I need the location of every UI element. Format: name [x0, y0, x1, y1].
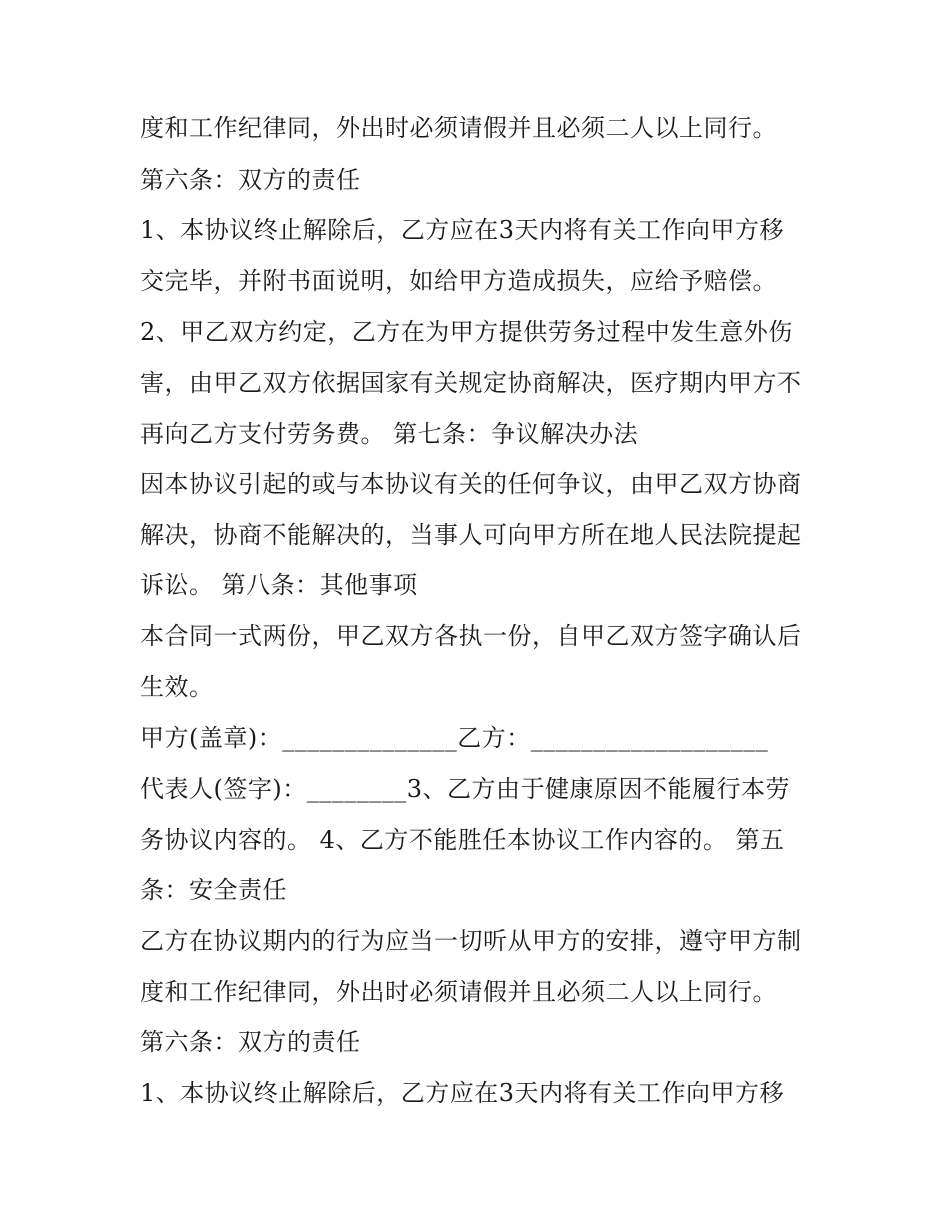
section-heading: 条：安全责任 [140, 876, 287, 904]
text-line: 生效。 [140, 673, 214, 701]
text-line: 再向乙方支付劳务费。 第七条：争议解决办法 [140, 420, 639, 448]
text-line: 因本协议引起的或与本协议有关的任何争议，由甲乙双方协商 [140, 470, 802, 498]
text-line: 1、本协议终止解除后，乙方应在3天内将有关工作向甲方移 [140, 216, 785, 244]
text-line: 1、本协议终止解除后，乙方应在3天内将有关工作向甲方移 [140, 1079, 785, 1107]
signature-line-party-a: 甲方(盖章)：______________乙方：___________________ [140, 724, 769, 752]
text-line: 诉讼。 第八条：其他事项 [140, 571, 418, 599]
text-line: 乙方在协议期内的行为应当一切听从甲方的安排，遵守甲方制 [140, 927, 802, 955]
text-line: 2、甲乙双方约定，乙方在为甲方提供劳务过程中发生意外伤 [140, 318, 793, 346]
text-line: 度和工作纪律同，外出时必须请假并且必须二人以上同行。 [140, 978, 777, 1006]
text-line: 解决，协商不能解决的，当事人可向甲方所在地人民法院提起 [140, 521, 802, 549]
text-line: 度和工作纪律同，外出时必须请假并且必须二人以上同行。 [140, 114, 777, 142]
text-line: 交完毕，并附书面说明，如给甲方造成损失，应给予赔偿。 [140, 267, 777, 295]
section-heading: 第六条：双方的责任 [140, 166, 361, 194]
section-heading: 第六条：双方的责任 [140, 1028, 361, 1056]
text-line: 本合同一式两份，甲乙双方各执一份，自甲乙双方签字确认后 [140, 622, 802, 650]
text-line: 务协议内容的。 4、乙方不能胜任本协议工作内容的。 第五 [140, 826, 785, 854]
signature-line-representative: 代表人(签字)：________3、乙方由于健康原因不能履行本劳 [140, 775, 790, 803]
text-line: 害，由甲乙双方依据国家有关规定协商解决，医疗期内甲方不 [140, 369, 802, 397]
